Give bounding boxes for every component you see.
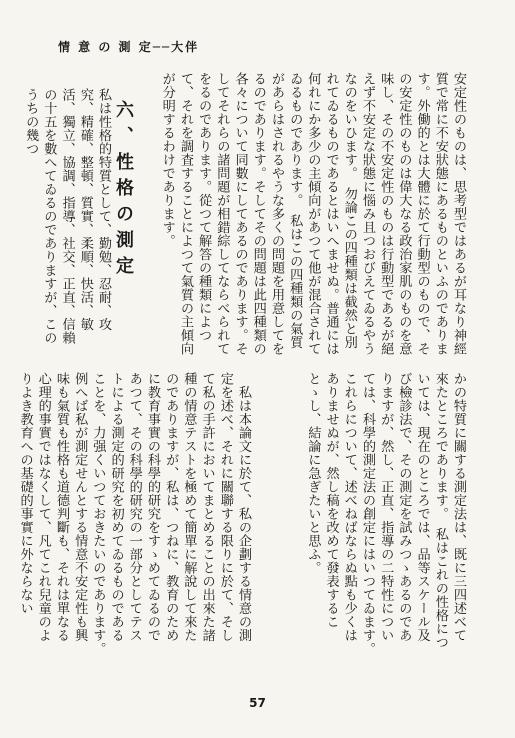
lower-left-text: 私は本論文に於て、私の企劃する情意の測定を述べ、それに關聯する限りに於て、そして私の手許においてまとめることの出來た諸種の情意テストを極めて簡單に解說して來たのでありますが、私は、つねに、教育のために教育事實の科學的研究をすゝめてゐるのであつて、その科學的研究の一部分としてテストによる測定的研究を初めてゐるものであることを、力强くいつておきたいのであります。 例へば私が測定せんとする情意不安定性も興味も氣質も性格も道德判斷も、それは單なる心理的事實ではなくして、凡てこれ兒童のよりよき教育への基礎的事實に外ならない [17,372,251,663]
running-header: 情 意 の 測 定──大伴 [58,40,200,54]
upper-right-text: 安定性のものは、思考型ではあるが耳なり神經質で常に不安狀態にあるものといふのであります。外働的とは大體に於て行動型のもので、その安定性のものは偉大なる政治家肌のものを意味し、その不安定性のものは行動型であるが絕えず不安定な狀態に惱み且つおびえてゐるやうなのをいひます。 勿論この四種類は截然と別れてゐるものであるとはいへませぬ。普通には何れにか多少の主傾向があつて他が混合されてゐるものであります。 私はこの四種類の氣質があらはされるやうな多くの問題を用意してをるのであります。そしてその問題は此四種類の各々について同數にしてあるのであります。そしてそれらの諸問題が相錯綜してならべられてをるのであります。從つて解答の種類によつて、それを調査することによつて氣質の主傾向が分明するわけであります。 [159,72,466,356]
lower-right-text: かの特質に關する測定法は、既に三四述べて來たところであります。 私はこれの性格については、現在のところでは、品等スケール及び檢診法で、その測定を試みつゝあるのでありますが、然し、正直、指導の二特性については、科學的測定法の創定にはいつてゐます。 これらについて、述べねばならぬ點も少くはありませぬが、然し稿を改めて發表することゝし、結論に急ぎたいと思ふ。 [305,372,466,663]
page-number: 57 [249,696,266,710]
section-heading: 六、性格の測定 [113,100,134,282]
section-body-text: 私は性格的特質として、勤勉、忍耐、攻究、精確、整頓、質實、柔順、快活、敏活、獨立、協調、指導、社交、正直、信賴の十五を數へてゐるのでありますが、このうちの幾つ [23,88,111,345]
